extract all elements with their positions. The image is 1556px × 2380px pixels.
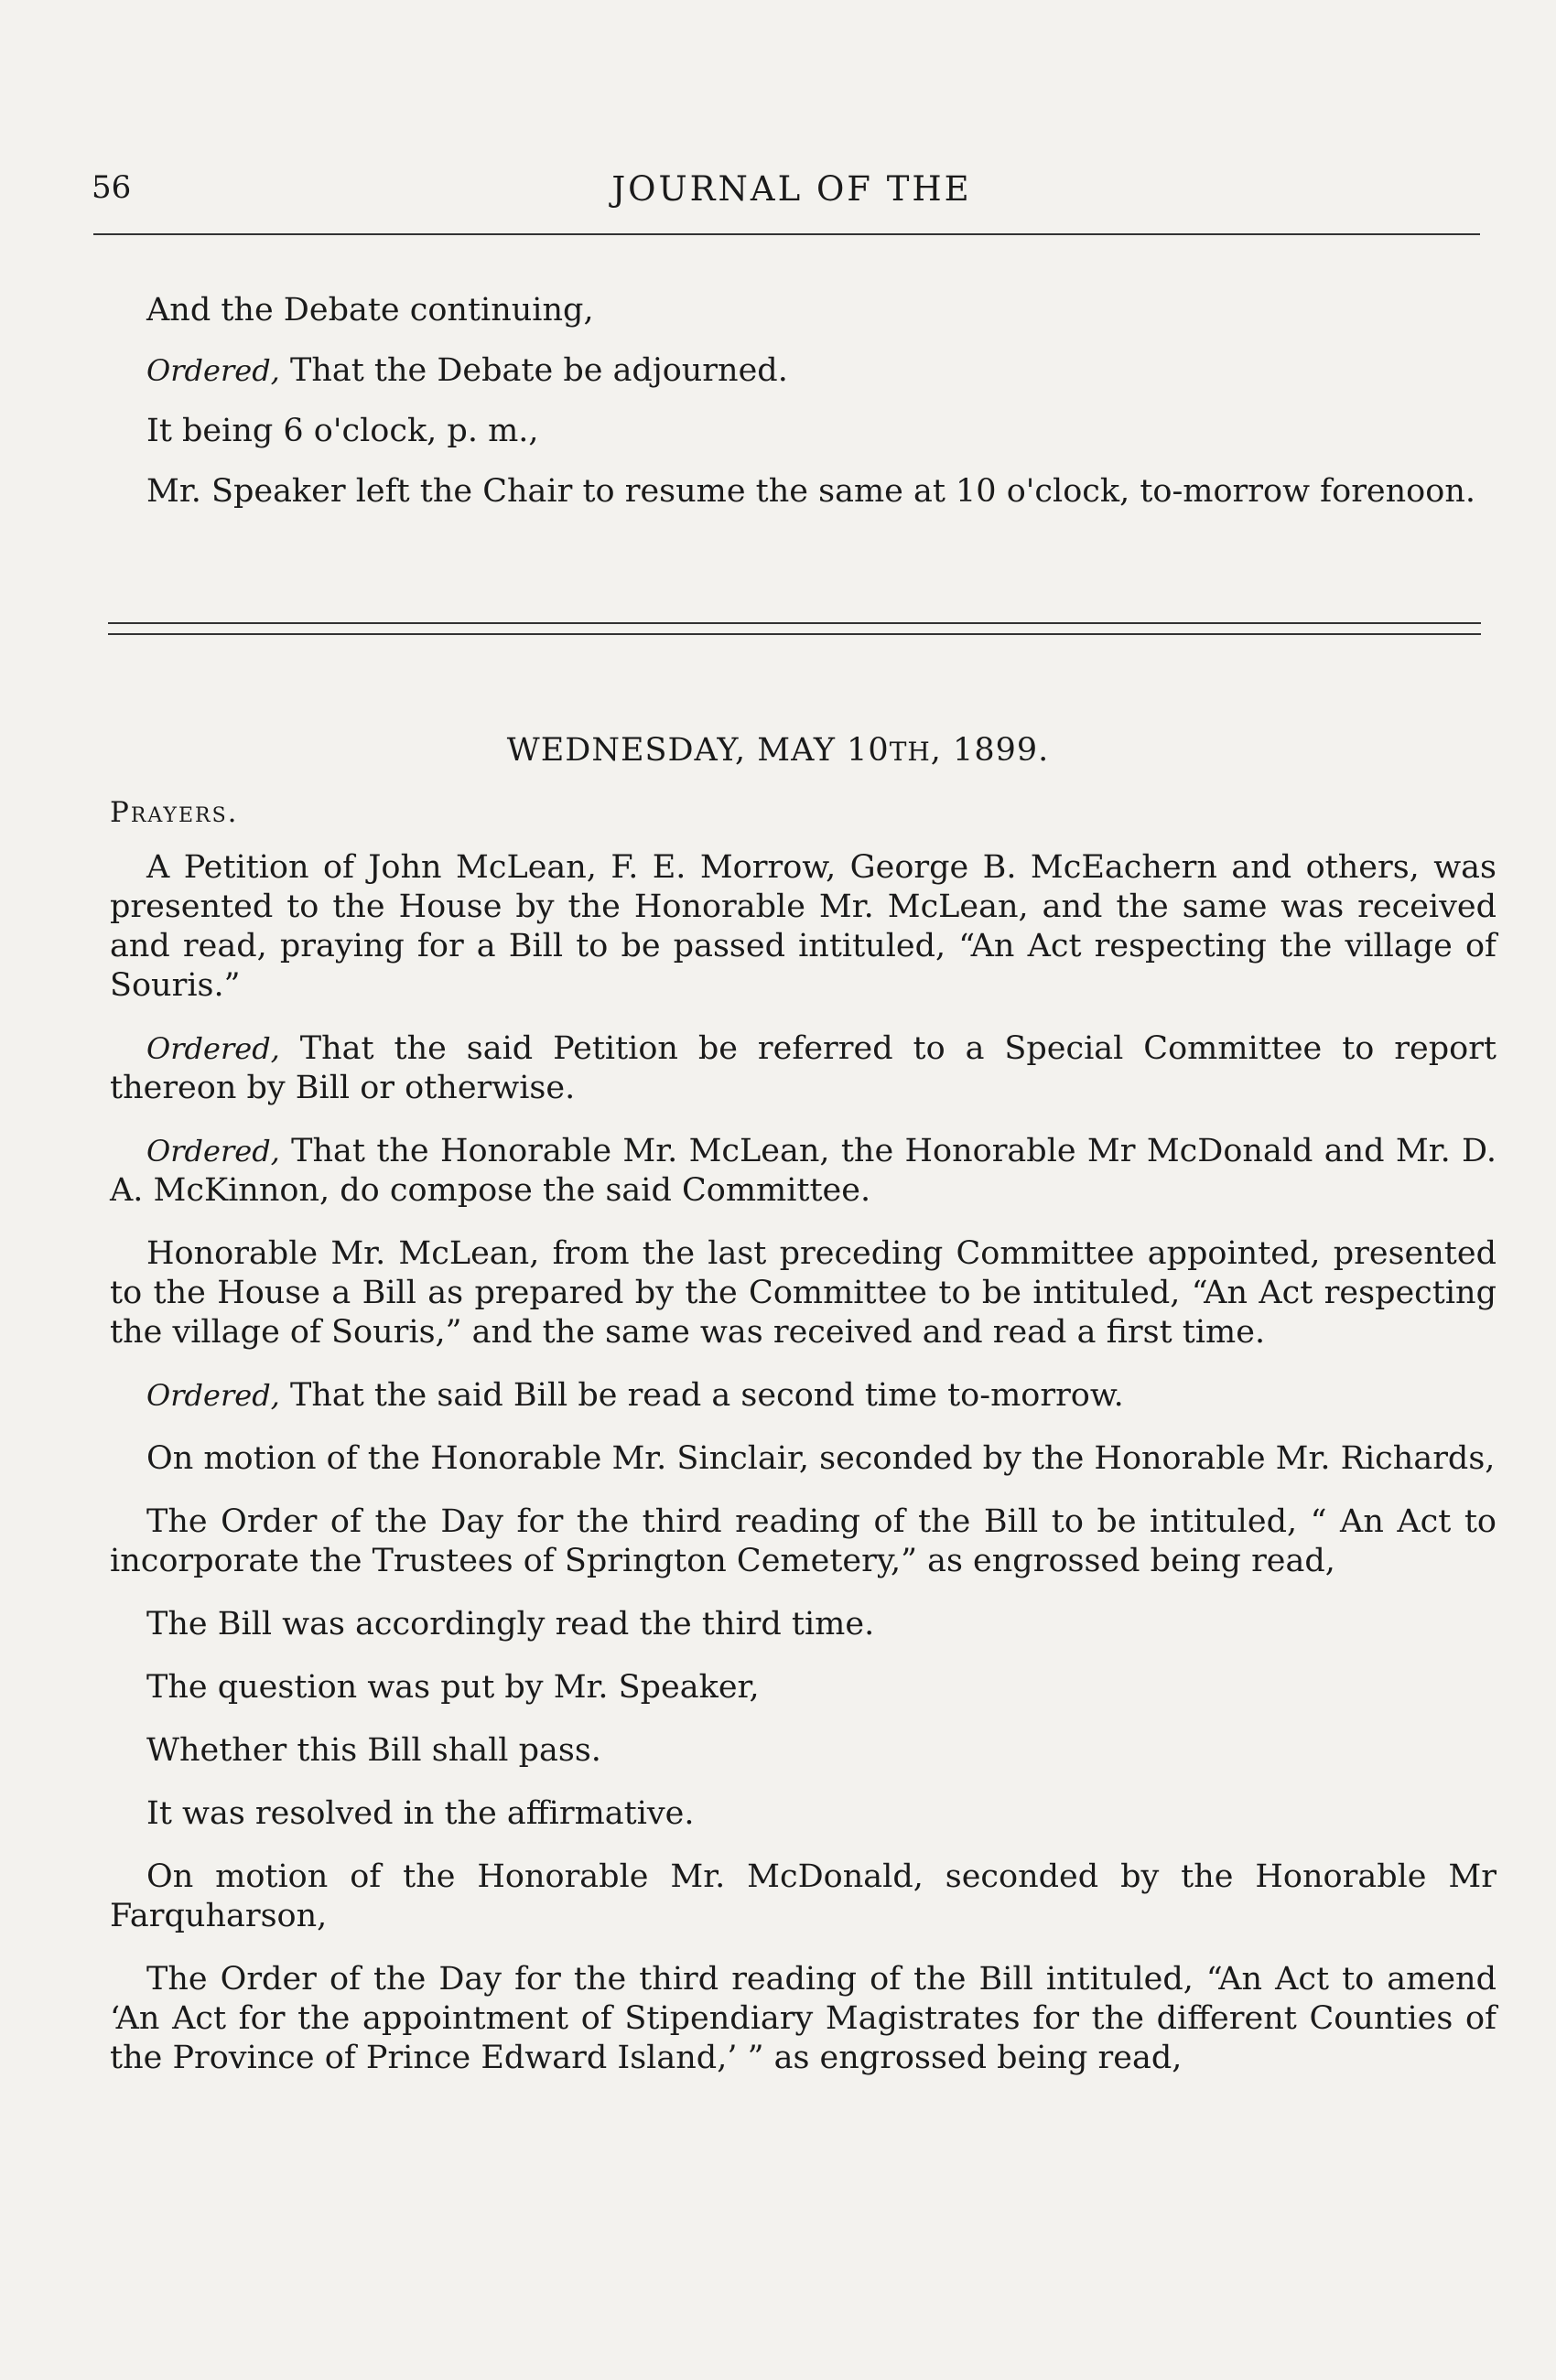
mcdonald-motion-paragraph: On motion of the Honorable Mr. McDonald, seconded by the Honorable Mr Farquharson,	[110, 1858, 1497, 1934]
ordered-lead: Ordered,	[146, 353, 280, 388]
running-head	[92, 169, 1492, 215]
committee-composition-paragraph: Ordered, That the Honorable Mr. McLean, the Honorable Mr McDonald and Mr. D. A. McKinnon, do compose the said Committee.	[110, 1133, 1497, 1209]
whether-pass-paragraph: Whether this Bill shall pass.	[146, 1732, 601, 1769]
adjourned-text: That the Debate be adjourned.	[289, 352, 788, 389]
stipendiary-order-paragraph: The Order of the Day for the third reading of the Bill intituled, “An Act to amend ‘An Act for the appointment of Stipendiary Magistrates for the different Counties of the Province of Prince Edward Island,’ ” as engrossed being read,	[110, 1961, 1497, 2076]
second-reading-order-paragraph: Ordered, That the said Bill be read a second time to-morrow.	[146, 1377, 1124, 1414]
ordered-lead: Ordered,	[146, 1378, 280, 1413]
speaker-left-chair: Mr. Speaker left the Chair to resume the same at 10 o'clock, to-morrow forenoon.	[146, 473, 1475, 510]
header-rule	[93, 233, 1480, 235]
sinclair-motion-paragraph: On motion of the Honorable Mr. Sinclair, seconded by the Honorable Mr. Richards,	[146, 1440, 1496, 1477]
top-section	[110, 291, 1497, 512]
question-put-paragraph: The question was put by Mr. Speaker,	[146, 1669, 760, 1706]
resolved-affirmative-paragraph: It was resolved in the affirmative.	[146, 1795, 695, 1832]
ordered-lead: Ordered,	[146, 1031, 280, 1066]
third-reading-paragraph: The Bill was accordingly read the third time.	[146, 1606, 875, 1642]
page-number: 56	[92, 169, 132, 206]
six-oclock-line: It being 6 o'clock, p. m.,	[146, 413, 539, 449]
sitting-date-year: , 1899.	[930, 732, 1050, 769]
section-double-rule	[108, 622, 1481, 635]
sitting-date-suffix: TH	[889, 737, 931, 767]
sitting-date	[0, 732, 1556, 769]
sitting-date-main: WEDNESDAY, MAY 10	[506, 732, 890, 769]
prayers-heading: Prayers.	[110, 796, 239, 829]
bill-presented-paragraph: Honorable Mr. McLean, from the last preceding Committee appointed, presented to the House a Bill as prepared by the Committee to be intituled, “An Act respecting the village of Souris,” and the same was received and read a first time.	[110, 1235, 1497, 1351]
petition-referred-paragraph: Ordered, That the said Petition be referred to a Special Committee to report thereon by Bill or otherwise.	[110, 1030, 1497, 1106]
proceedings	[110, 848, 1497, 2102]
springton-order-paragraph: The Order of the Day for the third reading of the Bill to be intituled, “ An Act to incorporate the Trustees of Springton Cemetery,” as engrossed being read,	[110, 1503, 1497, 1579]
ordered-lead: Ordered,	[146, 1134, 280, 1168]
debate-adjourned-line	[110, 351, 1497, 391]
petition-paragraph: A Petition of John McLean, F. E. Morrow, George B. McEachern and others, was presented to the House by the Honorable Mr. McLean, and the same was received and read, praying for a Bill to be passed intituled, “An Act respecting the village of Souris.”	[110, 849, 1497, 1004]
journal-title: JOURNAL OF THE	[611, 169, 972, 209]
debate-continuing-line: And the Debate continuing,	[146, 292, 594, 328]
